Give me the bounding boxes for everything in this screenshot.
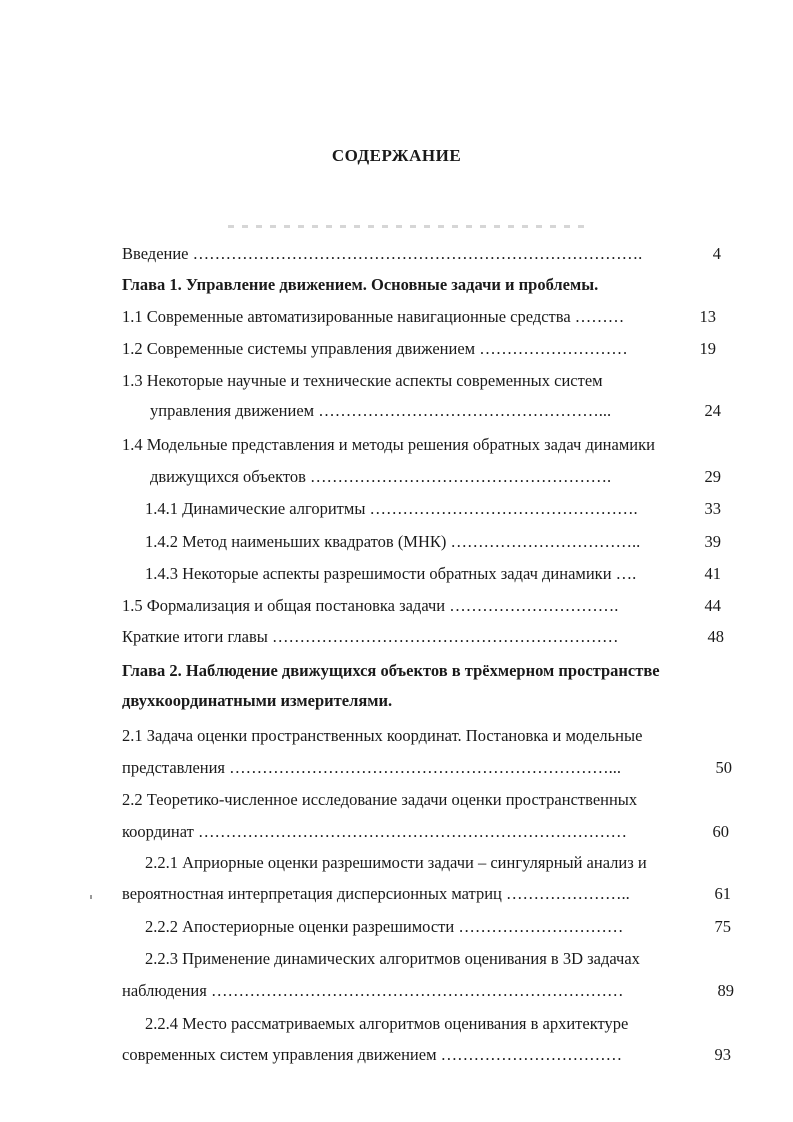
toc-entry: [122, 274, 598, 296]
toc-entry: [122, 660, 660, 682]
toc-entry: [122, 980, 734, 1002]
toc-entry: [122, 370, 603, 392]
toc-entry-text: 1.5 Формализация и общая постановка задачи ………………………….: [122, 596, 619, 615]
toc-entry-text: 2.2.4 Место рассматриваемых алгоритмов оценивания в архитектуре: [145, 1014, 629, 1033]
toc-entry: [122, 626, 724, 648]
toc-entry-page: 75: [711, 916, 732, 938]
toc-entry: [122, 306, 716, 328]
toc-entry-page: 50: [712, 757, 733, 779]
toc-entry: [122, 757, 732, 779]
toc-entry-text: современных систем управления движением ……………………………: [122, 1045, 623, 1064]
page-title: СОДЕРЖАНИЕ: [331, 146, 462, 165]
toc-entry-text: 1.3 Некоторые научные и технические аспекты современных систем: [122, 371, 603, 390]
toc-entry: [122, 1044, 731, 1066]
toc-entry: [122, 883, 731, 905]
scan-smudge: [228, 225, 588, 228]
toc-entry: [122, 338, 716, 360]
toc-entry: [145, 1013, 628, 1035]
toc-entry-page: 60: [709, 821, 730, 843]
toc-entry-text: Глава 2. Наблюдение движущихся объектов в трёхмерном пространстве: [122, 661, 660, 680]
toc-entry-text: 2.2.1 Априорные оценки разрешимости задачи – сингулярный анализ и: [145, 853, 647, 872]
toc-entry-text: координат ……………………………………………………………………: [122, 822, 627, 841]
toc-entry: [145, 852, 647, 874]
toc-entry-page: 48: [704, 626, 725, 648]
toc-entry: [145, 916, 731, 938]
toc-entry: [145, 498, 721, 520]
toc-entry-page: 89: [714, 980, 735, 1002]
toc-entry-page: 13: [696, 306, 717, 328]
toc-entry-text: 1.1 Современные автоматизированные навигационные средства ………: [122, 307, 625, 326]
toc-entry: [145, 948, 640, 970]
toc-entry-text: 1.4.1 Динамические алгоритмы ………………………………………….: [145, 499, 638, 518]
toc-entry-page: 93: [711, 1044, 732, 1066]
toc-entry-text: 1.2 Современные системы управления движением ………………………: [122, 339, 628, 358]
toc-entry-page: 29: [701, 466, 722, 488]
toc-entry-text: 2.2.2 Апостериорные оценки разрешимости …………………………: [145, 917, 624, 936]
toc-entry-page: 33: [701, 498, 722, 520]
toc-entry-text: 1.4 Модельные представления и методы решения обратных задач динамики: [122, 435, 655, 454]
toc-entry: [122, 434, 655, 456]
toc-entry-page: 61: [711, 883, 732, 905]
toc-entry-text: 1.4.3 Некоторые аспекты разрешимости обратных задач динамики ….: [145, 564, 637, 583]
scan-speck: [90, 895, 92, 899]
toc-entry-text: представления ……………………………………………………………...: [122, 758, 622, 777]
toc-entry-text: движущихся объектов ……………………………………………….: [150, 467, 612, 486]
toc-entry: [122, 725, 642, 747]
toc-entry-text: 2.2.3 Применение динамических алгоритмов оценивания в 3D задачах: [145, 949, 640, 968]
toc-entry-text: Введение ……………………………………………………………………….: [122, 244, 643, 263]
toc-entry-page: 24: [701, 400, 722, 422]
toc-entry-text: Краткие итоги главы ………………………………………………………: [122, 627, 619, 646]
toc-entry-text: 2.2 Теоретико-численное исследование задачи оценки пространственных: [122, 790, 638, 809]
toc-entry-page: 44: [701, 595, 722, 617]
toc-entry-text: 2.1 Задача оценки пространственных координат. Постановка и модельные: [122, 726, 643, 745]
toc-entry: [150, 466, 721, 488]
toc-entry: [122, 789, 637, 811]
toc-entry-text: двухкоординатными измерителями.: [122, 691, 393, 710]
toc-entry: [122, 595, 721, 617]
toc-entry-page: 19: [696, 338, 717, 360]
toc-entry-text: Глава 1. Управление движением. Основные задачи и проблемы.: [122, 275, 599, 294]
toc-entry-page: 39: [701, 531, 722, 553]
toc-entry-text: 1.4.2 Метод наименьших квадратов (МНК) ……………………………..: [145, 532, 641, 551]
toc-entry: [122, 690, 392, 712]
toc-entry: [122, 821, 729, 843]
toc-entry: [150, 400, 721, 422]
toc-entry-text: вероятностная интерпретация дисперсионных матриц …………………..: [122, 884, 630, 903]
toc-entry-page: 4: [709, 243, 721, 265]
toc-entry: [145, 563, 721, 585]
toc-entry: [145, 531, 721, 553]
toc-entry-text: наблюдения …………………………………………………………………: [122, 981, 624, 1000]
toc-entry: [122, 243, 721, 265]
toc-entry-page: 41: [701, 563, 722, 585]
toc-entry-text: управления движением ……………………………………………...: [150, 401, 612, 420]
